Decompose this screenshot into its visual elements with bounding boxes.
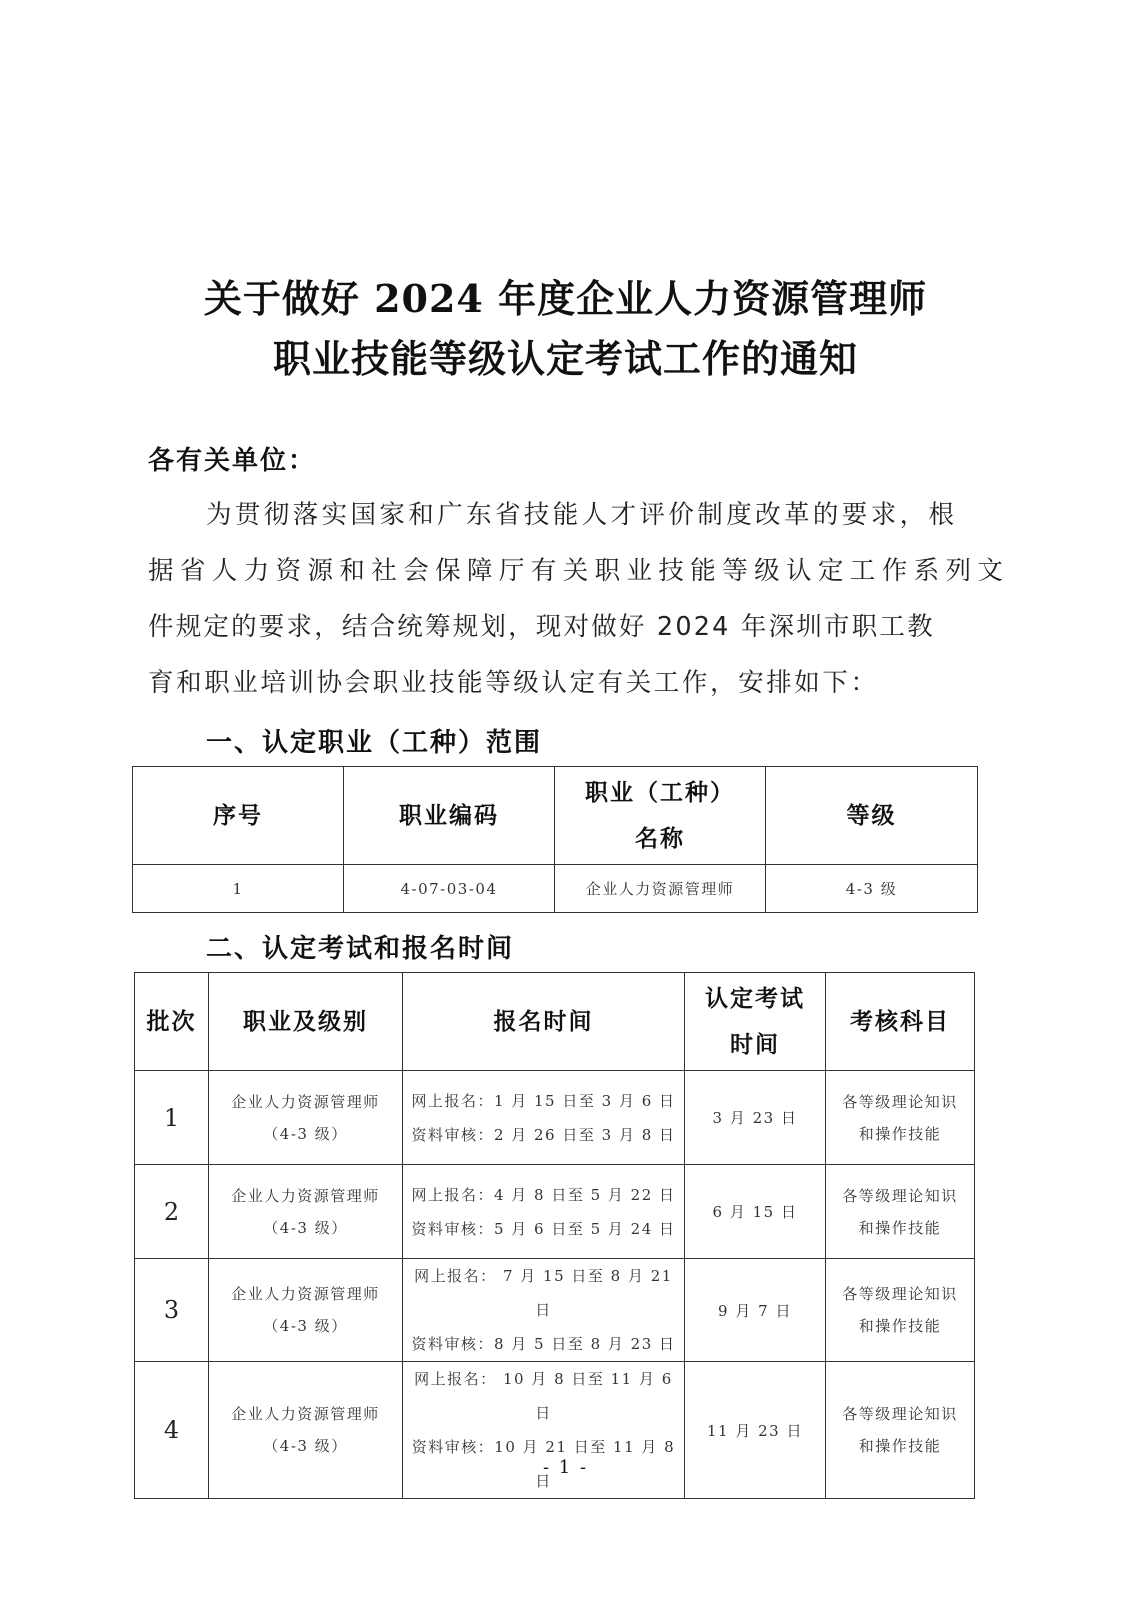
header-name <box>555 767 766 865</box>
header-exam-line-1: 认定考试 <box>705 985 805 1012</box>
subjects-line-1: 各等级理论知识 <box>842 1092 958 1111</box>
header-exam-line-2: 时间 <box>730 1031 780 1058</box>
cell-registration <box>403 1165 685 1259</box>
header-registration: 报名时间 <box>403 973 685 1071</box>
table-row <box>133 865 978 913</box>
table-row <box>135 1259 975 1362</box>
header-batch: 批次 <box>135 973 209 1071</box>
header-occupation: 职业及级别 <box>209 973 403 1071</box>
cell-subjects <box>826 1165 975 1259</box>
body-line-3: 件规定的要求，结合统筹规划，现对做好 2024 年深圳市职工教 <box>148 612 935 642</box>
occupation-name: 企业人力资源管理师 <box>231 1092 380 1111</box>
header-subjects: 考核科目 <box>826 973 975 1071</box>
section-1-heading: 一、认定职业（工种）范围 <box>206 728 543 758</box>
cell-batch: 3 <box>135 1259 209 1362</box>
header-exam-time <box>685 973 826 1071</box>
occupation-level: （4-3 级） <box>263 1124 348 1143</box>
cell-occupation <box>209 1165 403 1259</box>
header-code: 职业编码 <box>344 767 555 865</box>
subjects-line-1: 各等级理论知识 <box>842 1285 958 1303</box>
cell-exam-date: 3 月 23 日 <box>685 1071 826 1165</box>
page-number: - 1 - <box>542 1457 589 1478</box>
table-row <box>135 1165 975 1259</box>
salutation: 各有关单位： <box>148 446 317 476</box>
cell-name: 企业人力资源管理师 <box>555 865 766 913</box>
cell-exam-date: 11 月 23 日 <box>685 1362 826 1499</box>
occupation-name: 企业人力资源管理师 <box>231 1186 380 1205</box>
online-registration: 网上报名：4 月 8 日至 5 月 22 日 <box>411 1185 676 1204</box>
cell-no: 1 <box>133 865 344 913</box>
occupation-level: （4-3 级） <box>263 1218 348 1237</box>
cell-batch: 1 <box>135 1071 209 1165</box>
table-header-row <box>135 973 975 1071</box>
occupation-name: 企业人力资源管理师 <box>231 1285 380 1303</box>
online-registration: 网上报名：1 月 15 日至 3 月 6 日 <box>411 1091 676 1110</box>
cell-occupation <box>209 1259 403 1362</box>
cell-batch: 4 <box>135 1362 209 1499</box>
header-name-line-1: 职业（工种） <box>585 779 735 806</box>
occupation-name: 企业人力资源管理师 <box>231 1405 380 1423</box>
cell-exam-date: 6 月 15 日 <box>685 1165 826 1259</box>
occupation-level: （4-3 级） <box>263 1437 348 1455</box>
subjects-line-2: 和操作技能 <box>858 1437 942 1455</box>
document-title-line-2: 职业技能等级认定考试工作的通知 <box>272 336 858 381</box>
body-line-1: 为贯彻落实国家和广东省技能人才评价制度改革的要求，根 <box>206 500 958 530</box>
cell-registration <box>403 1071 685 1165</box>
header-level: 等级 <box>766 767 978 865</box>
table-row <box>135 1071 975 1165</box>
cell-exam-date: 9 月 7 日 <box>685 1259 826 1362</box>
online-registration: 网上报名： 7 月 15 日至 8 月 21 日 <box>414 1267 673 1319</box>
cell-registration <box>403 1259 685 1362</box>
subjects-line-1: 各等级理论知识 <box>842 1405 958 1423</box>
header-no: 序号 <box>133 767 344 865</box>
document-title-line-1: 关于做好 2024 年度企业人力资源管理师 <box>203 276 928 321</box>
exam-schedule-table <box>134 972 975 1499</box>
cell-subjects <box>826 1071 975 1165</box>
header-name-line-2: 名称 <box>635 825 685 852</box>
subjects-line-2: 和操作技能 <box>858 1124 942 1143</box>
document-review: 资料审核：2 月 26 日至 3 月 8 日 <box>411 1125 676 1144</box>
subjects-line-2: 和操作技能 <box>858 1218 942 1237</box>
document-review: 资料审核：8 月 5 日至 8 月 23 日 <box>411 1335 676 1353</box>
document-review: 资料审核：10 月 21 日至 11 月 8 日 <box>411 1438 676 1490</box>
body-line-4: 育和职业培训协会职业技能等级认定有关工作，安排如下： <box>148 668 879 698</box>
subjects-line-2: 和操作技能 <box>858 1317 942 1335</box>
cell-level: 4-3 级 <box>766 865 978 913</box>
cell-subjects <box>826 1259 975 1362</box>
occupation-level: （4-3 级） <box>263 1317 348 1335</box>
occupation-scope-table <box>132 766 978 913</box>
cell-batch: 2 <box>135 1165 209 1259</box>
subjects-line-1: 各等级理论知识 <box>842 1186 958 1205</box>
cell-occupation <box>209 1071 403 1165</box>
section-2-heading: 二、认定考试和报名时间 <box>206 934 515 964</box>
cell-code: 4-07-03-04 <box>344 865 555 913</box>
table-header-row <box>133 767 978 865</box>
body-line-2: 据省人力资源和社会保障厅有关职业技能等级认定工作系列文 <box>148 556 1010 586</box>
document-review: 资料审核：5 月 6 日至 5 月 24 日 <box>411 1219 676 1238</box>
online-registration: 网上报名： 10 月 8 日至 11 月 6 日 <box>414 1370 673 1422</box>
